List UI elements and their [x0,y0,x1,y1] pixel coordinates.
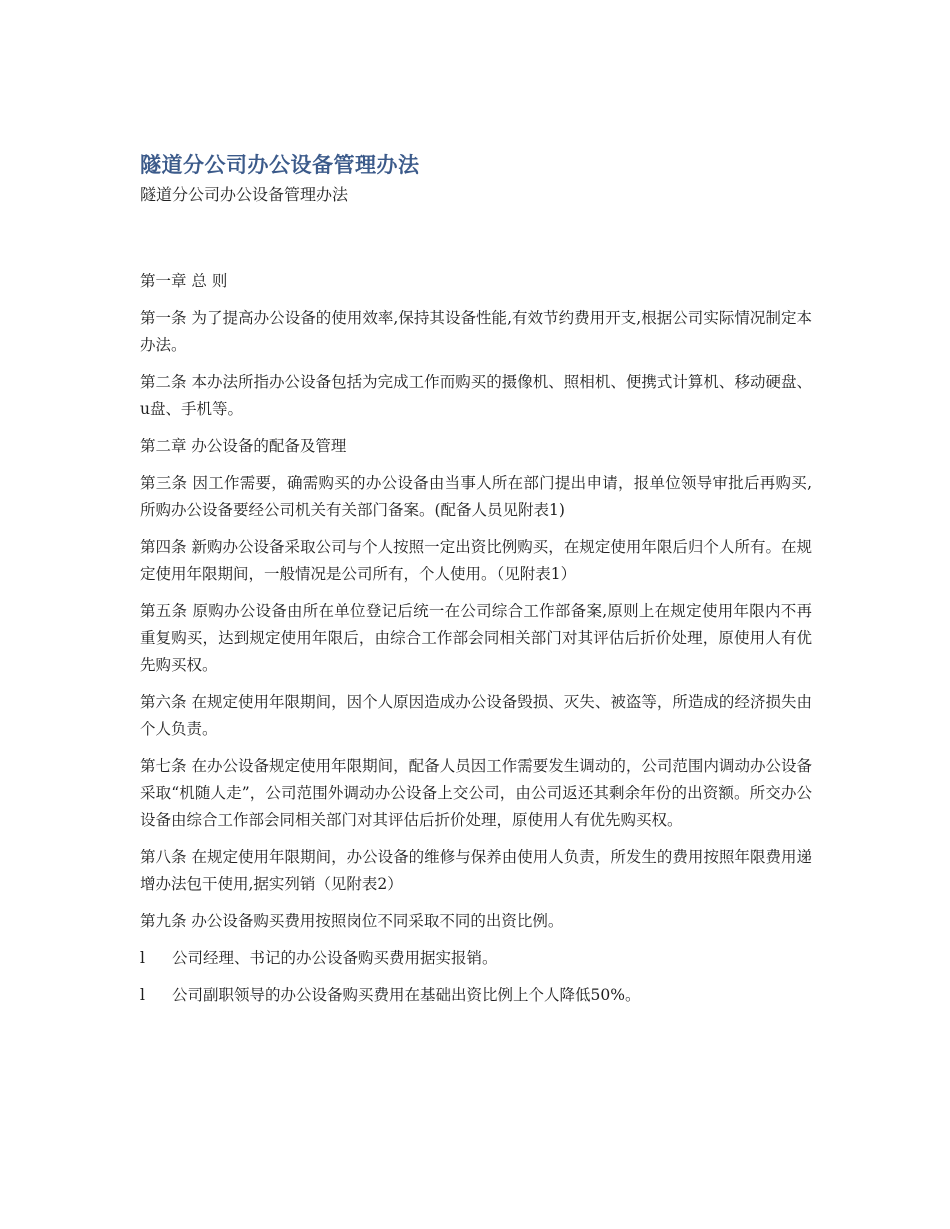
bullet-item [140,982,812,1009]
bullet-item [140,945,812,972]
article-6: 第六条 在规定使用年限期间，因个人原因造成办公设备毁损、灭失、被盗等，所造成的经济损失由个人负责。 [140,693,812,738]
bullet-text: 公司经理、书记的办公设备购买费用据实报销。 [172,949,498,967]
article-1: 第一条 为了提高办公设备的使用效率,保持其设备性能,有效节约费用开支,根据公司实际情况制定本办法。 [140,309,812,354]
bullet-text: 公司副职领导的办公设备购买费用在基础出资比例上个人降低50%。 [172,986,641,1004]
article-5: 第五条 原购办公设备由所在单位登记后统一在公司综合工作部备案,原则上在规定使用年限内不再重复购买，达到规定使用年限后，由综合工作部会同相关部门对其评估后折价处理，原使用人有优先购买权。 [140,602,812,674]
document-page [140,148,812,1019]
article-8: 第八条 在规定使用年限期间，办公设备的维修与保养由使用人负责，所发生的费用按照年限费用递增办法包干使用,据实列销（见附表2） [140,848,812,893]
chapter-1-heading: 第一章 总 则 [140,272,228,290]
article-4: 第四条 新购办公设备采取公司与个人按照一定出资比例购买，在规定使用年限后归个人所有。在规定使用年限期间，一般情况是公司所有，个人使用。（见附表1） [140,538,812,583]
chapter-2-heading: 第二章 办公设备的配备及管理 [140,437,347,455]
bullet-marker: l [140,949,145,967]
document-title: 隧道分公司办公设备管理办法 [140,153,420,177]
article-7: 第七条 在办公设备规定使用年限期间，配备人员因工作需要发生调动的，公司范围内调动办公设备采取“机随人走”，公司范围外调动办公设备上交公司，由公司返还其剩余年份的出资额。所交办公设备由综合工作部会同相关部门对其评估后折价处理，原使用人有优先购买权。 [140,757,812,829]
document-subtitle: 隧道分公司办公设备管理办法 [140,185,349,204]
article-3: 第三条 因工作需要，确需购买的办公设备由当事人所在部门提出申请，报单位领导审批后再购买,所购办公设备要经公司机关有关部门备案。(配备人员见附表1) [140,474,812,519]
article-9: 第九条 办公设备购买费用按照岗位不同采取不同的出资比例。 [140,912,564,930]
bullet-marker: l [140,986,145,1004]
article-2: 第二条 本办法所指办公设备包括为完成工作而购买的摄像机、照相机、便携式计算机、移动硬盘、u盘、手机等。 [140,373,812,418]
